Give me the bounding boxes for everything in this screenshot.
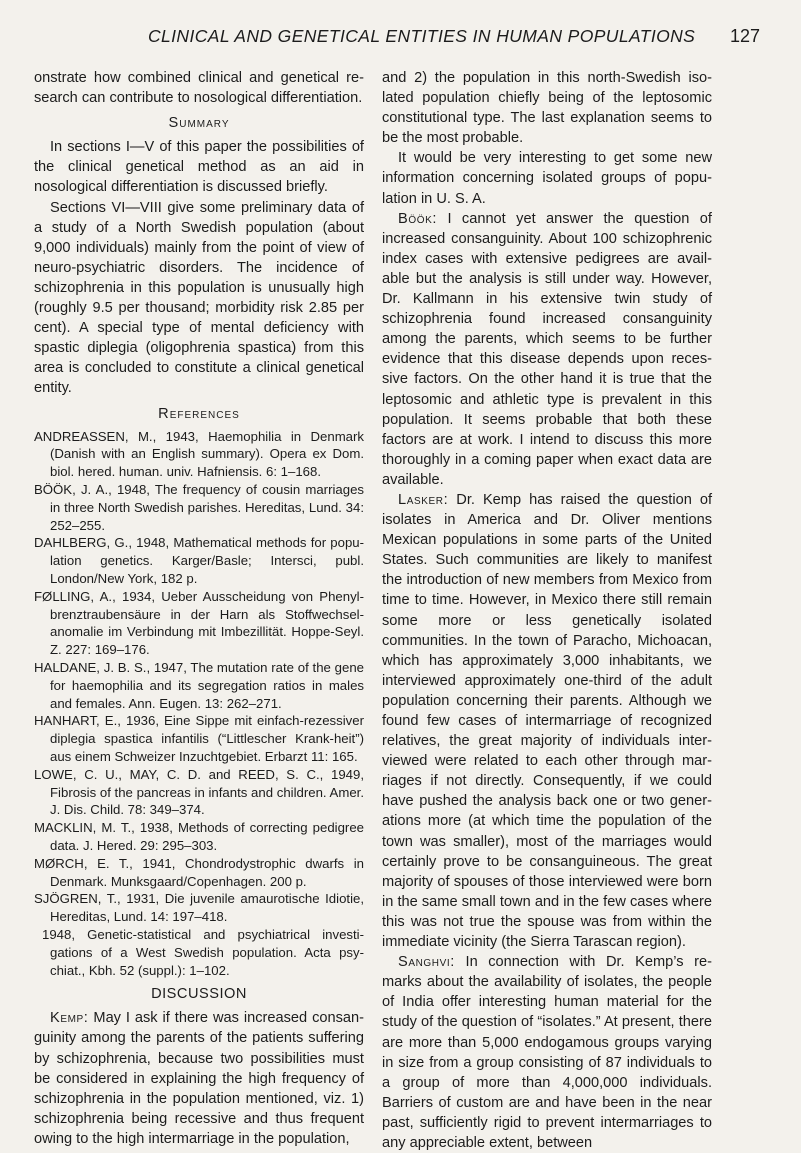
- reference-item: BÖÖK, J. A., 1948, The frequency of cousin marriages in three North Swedish parishes. Hereditas, Lund. 34: 252–255.: [34, 481, 364, 533]
- kemp-remark-continued: and 2) the population in this north-Swedish iso-lated population chiefly being of the leptosomic constitutional type. The last explanation seems to be the most probable.: [382, 70, 712, 147]
- references-heading: References: [158, 405, 240, 422]
- reference-item-continuation: 1948, Genetic-statistical and psychiatrical investi-gations of a West Swedish population. Acta psy-chiat., Kbh. 52 (suppl.): 1–102.: [42, 926, 364, 978]
- reference-item: ANDREASSEN, M., 1943, Haemophilia in Denmark (Danish with an English summary). Opera ex Dom. biol. hered. human. univ. Hafniensis. 6: 1–168.: [34, 428, 364, 480]
- remark-text: In connection with Dr. Kemp’s re-marks about the availability of isolates, the people of India offer interesting human material for the study of the question of “isolates.” At present, there are more than 5,000 endogamous groups varying in size from a group consisting of 87 individuals to a group of more than 4,000,000 individuals. Barriers of custom are and have been in the near past, sufficiently rigid to prevent intermarriages to any appreciable extent, between: [382, 954, 712, 1151]
- book-remark: [382, 209, 712, 490]
- speaker-label: Kemp:: [50, 1010, 89, 1027]
- page-number: 127: [729, 26, 760, 46]
- lasker-remark: [382, 490, 712, 952]
- sanghvi-remark: [382, 952, 712, 1153]
- running-title: CLINICAL AND GENETICAL ENTITIES IN HUMAN POPULATIONS: [148, 26, 696, 46]
- remark-text: May I ask if there was increased consan-guinity among the parents of the patients suffering by schizophrenia, because two possibilities must be considered in explaining the high frequency of schizophrenia in the population mentioned, viz. 1) schizophrenia being recessive and thus frequent owing to the high intermarriage in the population,: [34, 1010, 364, 1147]
- reference-item: DAHLBERG, G., 1948, Mathematical methods for popu-lation genetics. Karger/Basle; Intersci, publ. London/New York, 182 p.: [34, 535, 364, 586]
- intro-paragraph: onstrate how combined clinical and genetical re-search can contribute to nosological differentiation.: [34, 70, 364, 107]
- discussion-heading: DISCUSSION: [151, 986, 247, 1003]
- reference-item: MACKLIN, M. T., 1938, Methods of correcting pedigree data. J. Hered. 29: 295–303.: [34, 820, 364, 853]
- reference-item: FØLLING, A., 1934, Ueber Ausscheidung von Phenyl-brenztraubensäure in der Harn als Stoffwechsel-anomalie im Verbindung mit Imbezillität. Hoppe-Seyl. Z. 227: 169–176.: [34, 588, 364, 658]
- reference-item: LOWE, C. U., MAY, C. D. and REED, S. C., 1949, Fibrosis of the pancreas in infants and children. Amer. J. Dis. Child. 78: 349–374.: [34, 766, 364, 818]
- kemp-remark-continued-2: It would be very interesting to get some new information concerning isolated groups of popu-lation in U. S. A.: [382, 150, 712, 207]
- speaker-label: Lasker:: [398, 491, 449, 508]
- kemp-remark: [34, 1008, 364, 1149]
- reference-item: MØRCH, E. T., 1941, Chondrodystrophic dwarfs in Denmark. Munksgaard/Copenhagen. 200 p.: [34, 855, 364, 889]
- right-column: [382, 68, 712, 1153]
- speaker-label: Sanghvi:: [398, 954, 455, 971]
- reference-item: HALDANE, J. B. S., 1947, The mutation rate of the gene for haemophilia and its segregation ratios in males and females. Ann. Eugen. 13: 262–271.: [34, 659, 364, 711]
- summary-paragraph-1: In sections I—V of this paper the possibilities of the clinical genetical method as an aid in nosological differentiation is discussed briefly.: [34, 139, 364, 196]
- remark-text: Dr. Kemp has raised the question of isolates in America and Dr. Oliver mentions Mexican populations in some parts of the United States. Such communities are likely to manifest the introduction of new members from Mexico from time to time. However, in Mexico there still remain some more or less genetically isolated communities. In the town of Paracho, Michoacan, which has approximately 3,000 inhabitants, we interviewed approximately one-third of the adult population concerning their parents. Although we found few cases of intermarriage of recognized relatives, the great majority of individuals inter-viewed were related to each other through mar-riages if not directly. Consequently, if we could have pushed the analysis back one or two gener-ations more (at which time the population of the town was smaller), most of the marriages would certainly prove to be consanguineous. The great majority of spouses of those interviewed were born in the same small town and in the few cases where this was not true the spouse was from within the immediate vicinity (the Sierra Tarascan region).: [382, 491, 712, 951]
- summary-heading: Summary: [168, 115, 230, 132]
- reference-item: SJÖGREN, T., 1931, Die juvenile amaurotische Idiotie, Hereditas, Lund. 14: 197–418.: [34, 891, 364, 925]
- summary-paragraph-2: Sections VI—VIII give some preliminary data of a study of a North Swedish population (about 9,000 individuals) mainly from the point of view of neuro-psychiatric disorders. The incidence of schizophrenia in this population is unusually high (roughly 9.5 per thousand; morbidity risk 2.85 per cent). A special type of mental deficiency with spastic diplegia (oligophrenia spastica) from this area is concluded to constitute a clinical genetical entity.: [34, 199, 364, 397]
- reference-item: HANHART, E., 1936, Eine Sippe mit einfach-rezessiver diplegia spastica infantilis (“Littlescher Krank-heit”) aus einem Schweizer Inzuchtgebiet. Erbarzt 11: 165.: [34, 713, 364, 764]
- speaker-label: Böök:: [398, 210, 438, 227]
- references-list: [34, 428, 364, 980]
- remark-text: I cannot yet answer the question of increased consanguinity. About 100 schizophrenic index cases with extensive pedigrees are avail-able but the analysis is still under way. However, Dr. Kallmann in his extensive twin study of schizophrenia found increased consanguinity among the parents, which seems to be further evidence that this disease depends upon reces-sive factors. On the other hand it is true that the leptosomic and athletic type is prevalent in this population. It seems probable that both these factors are at work. I intend to discuss this more thoroughly in a coming paper when exact data are available.: [382, 210, 712, 488]
- left-column: [34, 68, 364, 1149]
